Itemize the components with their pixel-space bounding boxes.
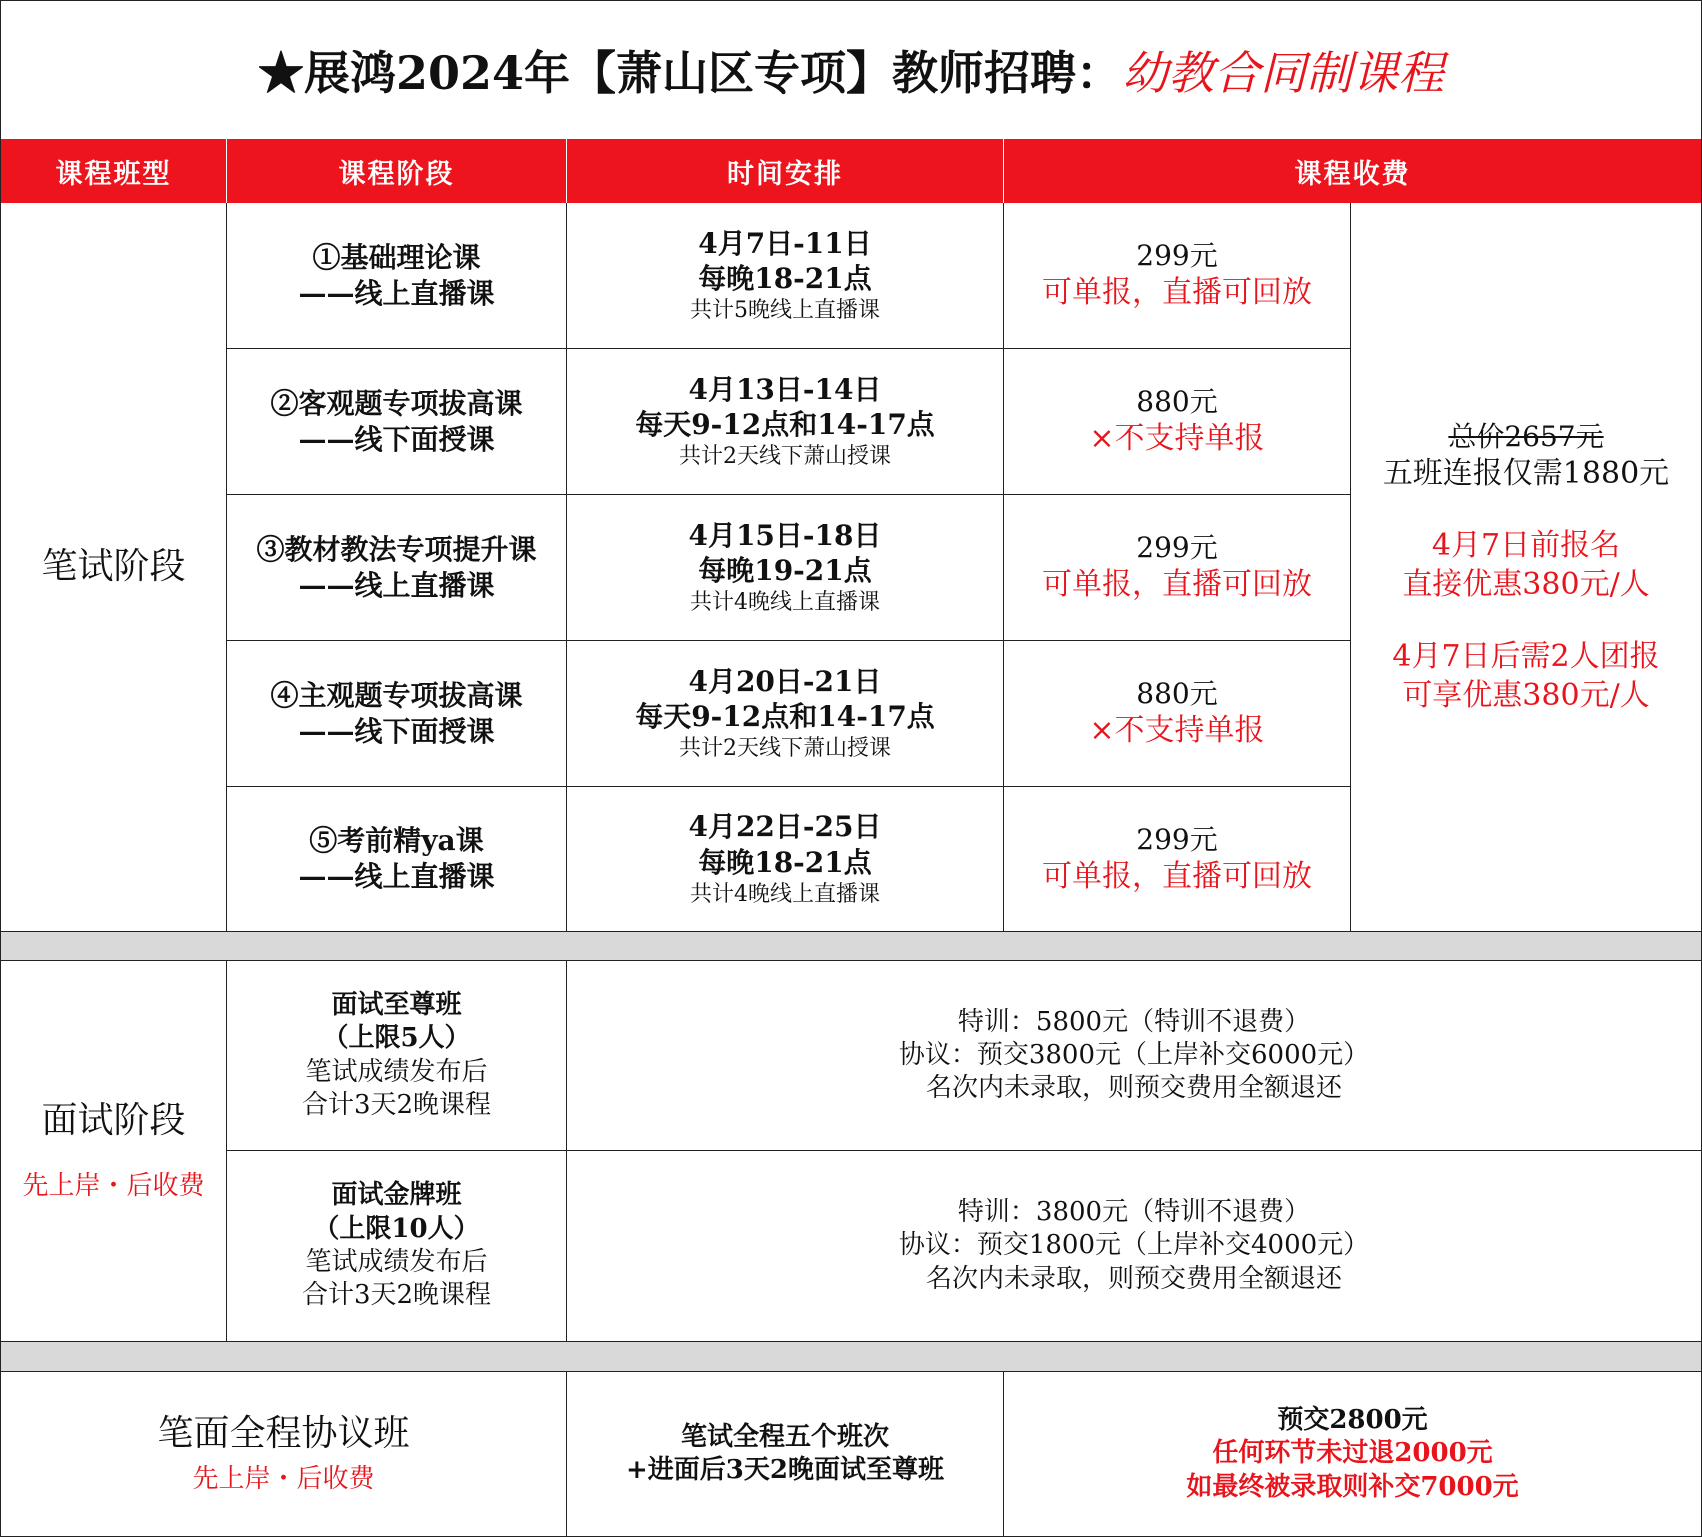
fee-cell [1004,203,1351,349]
schedule-cell [567,787,1004,932]
page-title [1,1,1701,141]
group-promo-line1: 4月7日后需2人团报 [1392,639,1660,675]
full-program-label: 笔面全程协议班 [157,1413,410,1455]
section-divider [1,1342,1701,1372]
course-mode: ——线上直播课 [298,860,495,893]
course-date: 4月15日-18日 [688,518,882,552]
full-program-label-cell [1,1372,567,1536]
course-name: ②客观题专项拔高课 [270,386,523,420]
early-promo-line2: 直接优惠380元/人 [1402,566,1650,602]
course-price: 880元 [1136,677,1218,711]
course-total: 共计2天线下萧山授课 [679,736,891,762]
course-total: 共计5晚线上直播课 [690,298,880,324]
written-stage-label: 笔试阶段 [1,203,227,932]
fee-cell [1004,641,1351,787]
title-main: ★展鸿2024年【萧山区专项】教师招聘： [257,46,1123,100]
course-time: 每晚18-21点 [698,262,872,296]
course-note: 可单报，直播可回放 [1042,567,1312,603]
original-total-price: 总价2657元 [1448,420,1604,454]
interview-fee-line3: 名次内未录取，则预交费用全额退还 [925,1073,1342,1104]
course-date: 4月13日-14日 [688,372,882,406]
course-price: 299元 [1136,531,1218,565]
interview-class-name: 面试金牌班 [331,1180,462,1211]
course-note: ×不支持单报 [1089,421,1265,457]
header-fee: 课程收费 [1004,139,1701,203]
course-name-cell [227,349,567,495]
group-promo-line2: 可享优惠380元/人 [1402,677,1650,713]
full-program-fee-cell [1004,1372,1701,1536]
interview-class-start: 笔试成绩发布后 [305,1056,488,1087]
full-program-content2: +进面后3天2晚面试至尊班 [626,1455,944,1485]
course-name-cell [227,641,567,787]
interview-fee-line2: 协议：预交3800元（上岸补交6000元） [898,1039,1370,1070]
course-date: 4月7日-11日 [698,226,872,260]
interview-stage-sublabel: 先上岸・后收费 [22,1171,205,1202]
course-total: 共计4晚线上直播课 [690,590,880,616]
schedule-cell [567,495,1004,641]
course-note: 可单报，直播可回放 [1042,275,1312,311]
schedule-cell [567,203,1004,349]
course-mode: ——线下面授课 [298,422,495,456]
course-name: ⑤考前精ya课 [309,824,484,858]
interview-fee-line2: 协议：预交1800元（上岸补交4000元） [898,1230,1370,1261]
course-name-cell [227,495,567,641]
course-price: 299元 [1136,239,1218,273]
course-name: ④主观题专项拔高课 [270,678,523,712]
full-program-fee2: 任何环节未过退2000元 [1212,1438,1493,1469]
package-offer [1351,203,1701,932]
course-note: ×不支持单报 [1089,713,1265,749]
interview-fee-cell [567,1151,1701,1342]
course-date: 4月20日-21日 [688,664,882,698]
early-promo-line1: 4月7日前报名 [1431,528,1621,564]
full-program-content-cell [567,1372,1004,1536]
interview-stage-label: 面试阶段 [41,1100,186,1142]
course-time: 每天9-12点和14-17点 [635,408,935,442]
section-divider [1,932,1701,961]
interview-class-limit: （上限5人） [322,1023,471,1054]
interview-class-duration: 合计3天2晚课程 [301,1089,492,1120]
header-stage: 课程阶段 [227,139,567,203]
interview-fee-line3: 名次内未录取，则预交费用全额退还 [925,1263,1342,1294]
interview-fee-line1: 特训：3800元（特训不退费） [957,1197,1311,1228]
course-mode: ——线上直播课 [298,276,495,310]
course-time: 每晚18-21点 [698,845,872,879]
full-program-fee3: 如最终被录取则补交7000元 [1186,1471,1519,1502]
course-date: 4月22日-25日 [688,810,882,844]
interview-class-duration: 合计3天2晚课程 [301,1280,492,1311]
course-price: 299元 [1136,822,1218,856]
full-program-content1: 笔试全程五个班次 [680,1421,889,1452]
header-schedule: 时间安排 [567,139,1004,203]
interview-class-start: 笔试成绩发布后 [305,1247,488,1277]
fee-cell [1004,495,1351,641]
interview-fee-cell [567,961,1701,1151]
interview-fee-line1: 特训：5800元（特训不退费） [957,1006,1311,1037]
course-name-cell [227,203,567,349]
fee-cell [1004,349,1351,495]
interview-class-cell [227,961,567,1151]
course-time: 每晚19-21点 [698,554,872,588]
full-program-sublabel: 先上岸・后收费 [192,1464,375,1495]
course-name: ①基础理论课 [312,240,481,274]
fee-cell [1004,787,1351,932]
schedule-cell [567,641,1004,787]
course-mode: ——线上直播课 [298,568,495,602]
interview-class-name: 面试至尊班 [331,989,462,1020]
interview-class-cell [227,1151,567,1342]
course-mode: ——线下面授课 [298,714,495,748]
title-accent: 幼教合同制课程 [1122,46,1445,100]
course-price: 880元 [1136,385,1218,419]
interview-class-limit: （上限10人） [313,1213,480,1244]
full-program-fee1: 预交2800元 [1277,1405,1428,1436]
course-total: 共计2天线下萧山授课 [679,444,891,470]
course-note: 可单报，直播可回放 [1042,858,1312,894]
course-time: 每天9-12点和14-17点 [635,700,935,734]
interview-stage-label-cell [1,961,227,1342]
schedule-cell [567,349,1004,495]
bundle-price: 五班连报仅需1880元 [1382,455,1670,491]
course-total: 共计4晚线上直播课 [690,881,880,907]
header-class-type: 课程班型 [1,139,227,203]
course-name: ③教材教法专项提升课 [256,532,537,566]
course-name-cell [227,787,567,932]
